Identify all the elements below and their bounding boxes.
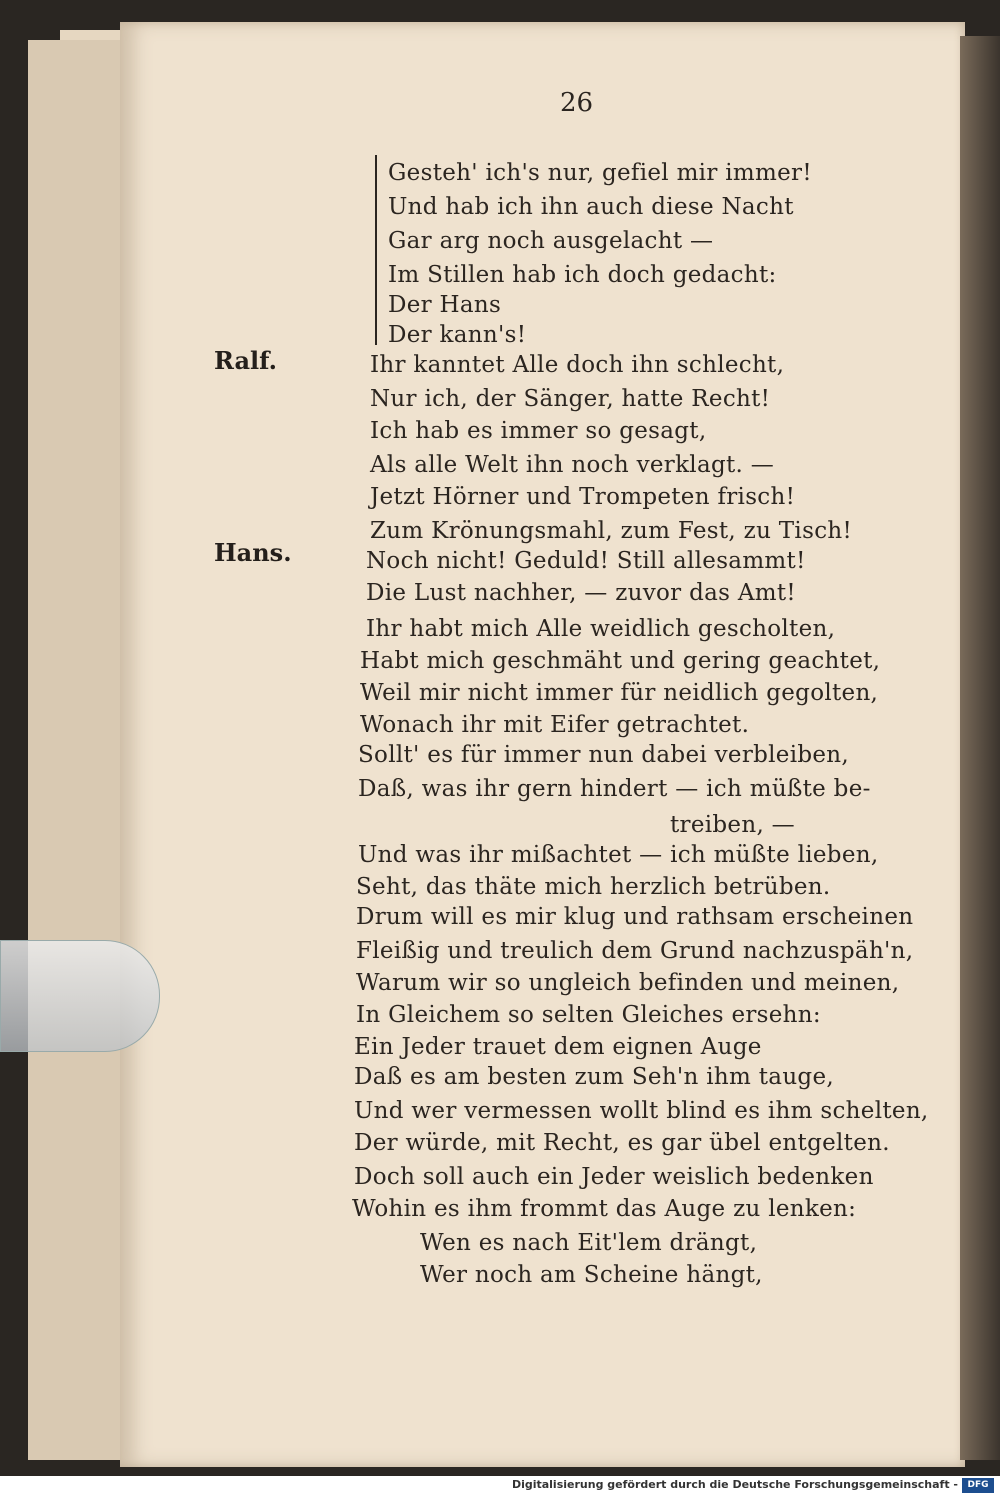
verse-line: Doch soll auch ein Jeder weislich bedenken [354,1164,874,1190]
footer-bar [0,1476,1000,1496]
verse-line: Der kann's! [388,322,527,348]
verse-line: Gar arg noch ausgelacht — [388,228,714,254]
verse-line: Im Stillen hab ich doch gedacht: [388,262,777,288]
verse-line: Jetzt Hörner und Trompeten frisch! [370,484,796,510]
verse-line: treiben, — [670,812,795,838]
verse-line: Ihr kanntet Alle doch ihn schlecht, [370,352,785,378]
verse-line: Wonach ihr mit Eifer getrachtet. [360,712,750,738]
footer-text: Digitalisierung gefördert durch die Deutsche Forschungsgemeinschaft - [511,1478,958,1491]
verse-line: Als alle Welt ihn noch verklagt. — [370,452,775,478]
verse-line: Der Hans [388,292,502,318]
verse-line: Nur ich, der Sänger, hatte Recht! [370,386,771,412]
verse-line: Die Lust nachher, — zuvor das Amt! [366,580,796,606]
speaker-ralf: Ralf. [214,346,277,375]
verse-line: Gesteh' ich's nur, gefiel mir immer! [388,160,812,186]
text-bracket [375,155,377,345]
verse-line: Daß es am besten zum Seh'n ihm tauge, [354,1064,834,1090]
verse-line: Daß, was ihr gern hindert — ich müßte be- [358,776,871,802]
verse-line: Wer noch am Scheine hängt, [420,1262,763,1288]
verse-line: Fleißig und treulich dem Grund nachzuspäh'n, [356,938,914,964]
page-number: 26 [560,88,594,118]
page-clip [0,940,160,1052]
verse-line: Habt mich geschmäht und gering geachtet, [360,648,881,674]
verse-line: Und was ihr mißachtet — ich müßte lieben, [358,842,879,868]
speaker-hans: Hans. [214,538,292,567]
book-edge-shadow [960,36,1000,1460]
verse-line: In Gleichem so selten Gleiches ersehn: [356,1002,821,1028]
verse-line: Zum Krönungsmahl, zum Fest, zu Tisch! [370,518,853,544]
verse-line: Warum wir so ungleich befinden und meinen, [356,970,900,996]
verse-line: Der würde, mit Recht, es gar übel entgelten. [354,1130,890,1156]
verse-line: Ich hab es immer so gesagt, [370,418,707,444]
verse-line: Und hab ich ihn auch diese Nacht [388,194,794,220]
verse-line: Ihr habt mich Alle weidlich gescholten, [366,616,836,642]
verse-line: Seht, das thäte mich herzlich betrüben. [356,874,831,900]
dfg-logo: DFG [962,1478,994,1493]
verse-line: Drum will es mir klug und rathsam erscheinen [356,904,914,930]
verse-line: Wohin es ihm frommt das Auge zu lenken: [352,1196,857,1222]
verse-line: Noch nicht! Geduld! Still allesammt! [366,548,806,574]
verse-line: Und wer vermessen wollt blind es ihm schelten, [354,1098,929,1124]
verse-line: Weil mir nicht immer für neidlich gegolten, [360,680,879,706]
verse-line: Wen es nach Eit'lem drängt, [420,1230,758,1256]
verse-line: Sollt' es für immer nun dabei verbleiben, [358,742,850,768]
verse-line: Ein Jeder trauet dem eignen Auge [354,1034,762,1060]
